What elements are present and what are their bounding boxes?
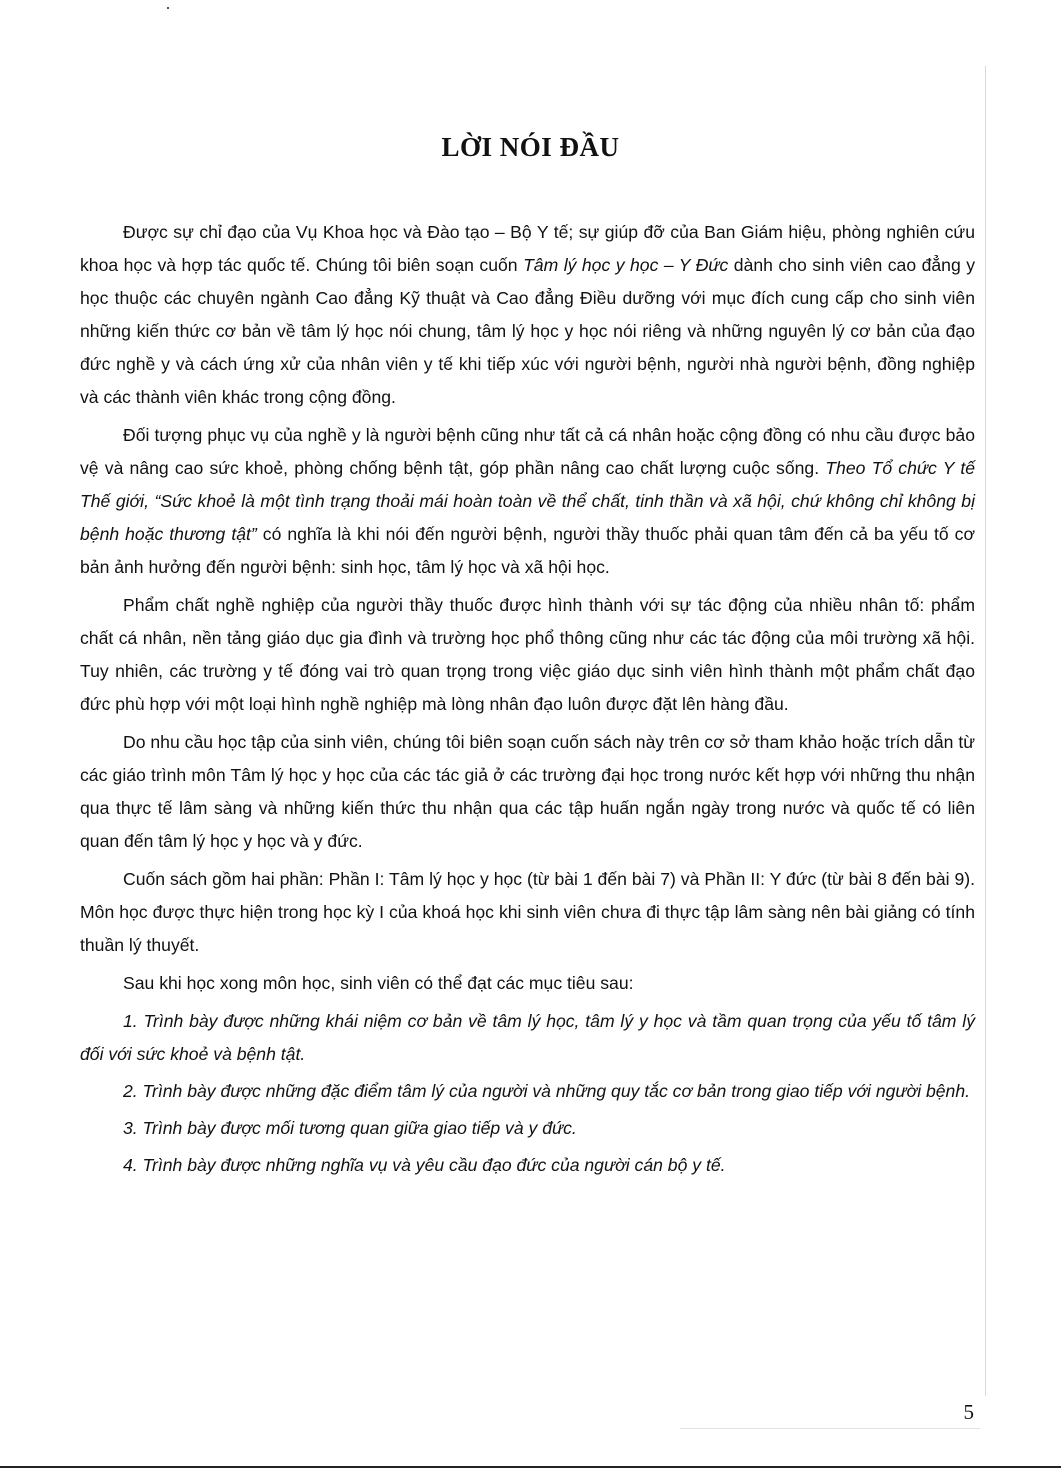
scan-speck xyxy=(167,7,169,9)
who-definition-quote: Theo Tổ chức Y tế Thế giới, “Sức khoẻ là một tình trạng thoải mái hoàn toàn về thể chất, tinh thần và xã hội, chứ không chỉ không bị bệnh hoặc thương tật” xyxy=(80,458,975,544)
paragraph-1-text-b: dành cho sinh viên cao đẳng y học thuộc các chuyên ngành Cao đẳng Kỹ thuật và Cao đẳng Điều dưỡng với mục đích cung cấp cho sinh viên những kiến thức cơ bản về tâm lý học nói chung, tâm lý học y học nói riêng và những nguyên lý cơ bản của đạo đức nghề y và cách ứng xử của nhân viên y tế khi tiếp xúc với người bệnh, người nhà người bệnh, đồng nghiệp và các thành viên khác trong cộng đồng. xyxy=(80,255,975,407)
paragraph-4: Do nhu cầu học tập của sinh viên, chúng tôi biên soạn cuốn sách này trên cơ sở tham khảo hoặc trích dẫn từ các giáo trình môn Tâm lý học y học của các tác giả ở các trường đại học trong nước kết hợp với những thu nhận qua thực tế lâm sàng và những kiến thức thu nhận qua các tập huấn ngắn ngày trong nước và quốc tế có liên quan đến tâm lý học y học và y đức. xyxy=(80,732,975,851)
footer-line xyxy=(680,1428,980,1429)
paragraph-2-text-b: có nghĩa là khi nói đến người bệnh, người thầy thuốc phải quan tâm đến cả ba yếu tố cơ bản ảnh hưởng đến người bệnh: sinh học, tâm lý học và xã hội học. xyxy=(80,524,975,577)
paragraph-5: Cuốn sách gồm hai phần: Phần I: Tâm lý học y học (từ bài 1 đến bài 7) và Phần II: Y đức (từ bài 8 đến bài 9). Môn học được thực hiện trong học kỳ I của khoá học khi sinh viên chưa đi thực tập lâm sàng nên bài giảng có tính thuần lý thuyết. xyxy=(80,869,975,955)
paragraph-2 xyxy=(80,419,975,584)
paragraph-2-text-a: Đối tượng phục vụ của nghề y là người bệnh cũng như tất cả cá nhân hoặc cộng đồng có nhu cầu được bảo vệ và nâng cao sức khoẻ, phòng chống bệnh tật, góp phần nâng cao chất lượng cuộc sống. xyxy=(80,425,975,478)
bottom-border xyxy=(0,1466,1061,1468)
page-title: LỜI NÓI ĐẦU xyxy=(441,132,620,162)
preface-body xyxy=(80,216,975,1186)
paragraph-1-text-a: Được sự chỉ đạo của Vụ Khoa học và Đào tạo – Bộ Y tế; sự giúp đỡ của Ban Giám hiệu, phòng nghiên cứu khoa học và hợp tác quốc tế. Chúng tôi biên soạn cuốn xyxy=(80,222,975,275)
paragraph-1 xyxy=(80,216,975,414)
paragraph-3: Phẩm chất nghề nghiệp của người thầy thuốc được hình thành với sự tác động của nhiều nhân tố: phẩm chất cá nhân, nền tảng giáo dục gia đình và trường học phổ thông cũng như các tác động của môi trường xã hội. Tuy nhiên, các trường y tế đóng vai trò quan trọng trong việc giáo dục sinh viên hình thành một phẩm chất đạo đức phù hợp với một loại hình nghề nghiệp mà lòng nhân đạo luôn được đặt lên hàng đầu. xyxy=(80,595,975,714)
goal-4: 4. Trình bày được những nghĩa vụ và yêu cầu đạo đức của người cán bộ y tế. xyxy=(123,1155,726,1175)
paragraph-6: Sau khi học xong môn học, sinh viên có thể đạt các mục tiêu sau: xyxy=(123,973,634,993)
page-number: 5 xyxy=(963,1400,974,1424)
goal-1: 1. Trình bày được những khái niệm cơ bản về tâm lý học, tâm lý y học và tầm quan trọng của yếu tố tâm lý đối với sức khoẻ và bệnh tật. xyxy=(80,1011,975,1064)
goal-3: 3. Trình bày được mối tương quan giữa giao tiếp và y đức. xyxy=(123,1118,577,1138)
book-title: Tâm lý học y học – Y Đức xyxy=(523,255,729,275)
goal-2: 2. Trình bày được những đặc điểm tâm lý của người và những quy tắc cơ bản trong giao tiếp với người bệnh. xyxy=(123,1081,971,1101)
page-edge-line xyxy=(985,66,986,1396)
